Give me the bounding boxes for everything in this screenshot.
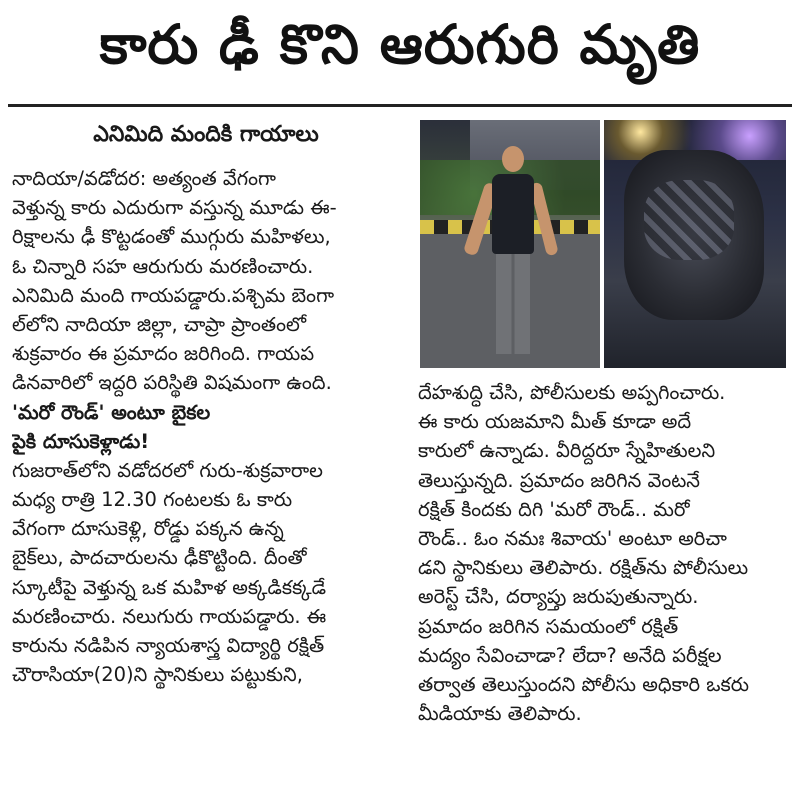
article-line: ఓ చిన్నారి సహ ఆరుగురు మరణించారు.	[12, 254, 314, 278]
article-line: ల్‌లోని నాదియా జిల్లా, చాప్రా ప్రాంతంలో	[12, 312, 307, 336]
article-line: మద్యం సేవించాడా? లేదా? అనేది పరీక్షల	[418, 643, 722, 667]
article-line: వేగంగా దూసుకెళ్లి, రోడ్డు పక్కన ఉన్న	[12, 517, 284, 541]
article-line: శుక్రవారం ఈ ప్రమాదం జరిగింది. గాయప	[12, 342, 315, 366]
article-line: దేహశుద్ధి చేసి, పోలీసులకు అప్పగించారు.	[418, 381, 726, 404]
article-line: మీడియాకు తెలిపారు.	[418, 702, 582, 726]
article-line: బైక్‌లు, పాదచారులను ఢీకొట్టింది. దీంతో	[12, 546, 307, 570]
article-line: అరెస్ట్ చేసి, దర్యాప్తు జరుపుతున్నారు.	[418, 585, 699, 609]
article-line: మరణించారు. నలుగురు గాయపడ్డారు. ఈ	[12, 604, 327, 628]
article-line: స్కూటీపై వెళ్తున్న ఒక మహిళ అక్కడికక్కడే	[12, 575, 327, 599]
article-line: తెలుస్తున్నది. ప్రమాదం జరిగిన వెంటనే	[418, 468, 700, 492]
article-line: రక్షిత్ కిందకు దిగి 'మరో రౌండ్.. మరో	[418, 497, 690, 521]
article-line: నాదియా/వడోదర: అత్యంత వేగంగా	[12, 167, 277, 190]
right-column	[418, 378, 790, 728]
article-line: కారులో ఉన్నాడు. వీరిద్దరూ స్నేహితులని	[418, 439, 716, 463]
left-column	[12, 118, 400, 689]
article-line: రిక్షాలను ఢీ కొట్టడంతో ముగ్గురు మహిళలు,	[12, 225, 331, 249]
article-line: ఈ కారు యజమాని మీత్ కూడా అదే	[418, 410, 692, 434]
headline-rule	[8, 104, 792, 107]
article-line: ఎనిమిది మంది గాయపడ్డారు.పశ్చిమ బెంగా	[12, 283, 335, 307]
article-line: తర్వాత తెలుస్తుందని పోలీసు అధికారి ఒకరు	[418, 672, 750, 696]
right-column-text	[418, 378, 790, 728]
article-line: మధ్య రాత్రి 12.30 గంటలకు ఓ కారు	[12, 488, 293, 512]
article-line: రౌండ్.. ఓం నమః శివాయ' అంటూ అరిచా	[418, 526, 727, 550]
article-line: వెళ్తున్న కారు ఎదురుగా వస్తున్న మూడు ఈ-	[12, 196, 337, 220]
photo-strip	[420, 120, 786, 368]
article-line: గుజరాత్‌లోని వడోదరలో గురు-శుక్రవారాల	[12, 458, 323, 482]
article-line: ప్రమాదం జరిగిన సమయంలో రక్షిత్	[418, 614, 679, 638]
photo-driver	[420, 120, 600, 368]
subheading-line: పైకి దూసుకెళ్లాడు!	[12, 429, 150, 453]
left-column-text	[12, 164, 400, 689]
subheadline: ఎనిమిది మందికి గాయాలు	[93, 122, 319, 147]
article-line: డినవారిలో ఇద్దరి పరిస్థితి విషమంగా ఉంది.	[12, 371, 332, 395]
photo-wrecked-car	[604, 120, 786, 368]
article-line: కారును నడిపిన న్యాయశాస్త్ర విద్యార్థి రక్షిత్	[12, 634, 325, 657]
article-line: డని స్థానికులు తెలిపారు. రక్షిత్‌ను పోలీసులు	[418, 556, 749, 580]
headline: కారు ఢీ కొని ఆరుగురి మృతి	[99, 12, 701, 76]
subheading-line: 'మరో రౌండ్' అంటూ బైకల	[12, 400, 211, 424]
article-line: చౌరాసియా(20)ని స్థానికులు పట్టుకుని,	[12, 663, 303, 687]
